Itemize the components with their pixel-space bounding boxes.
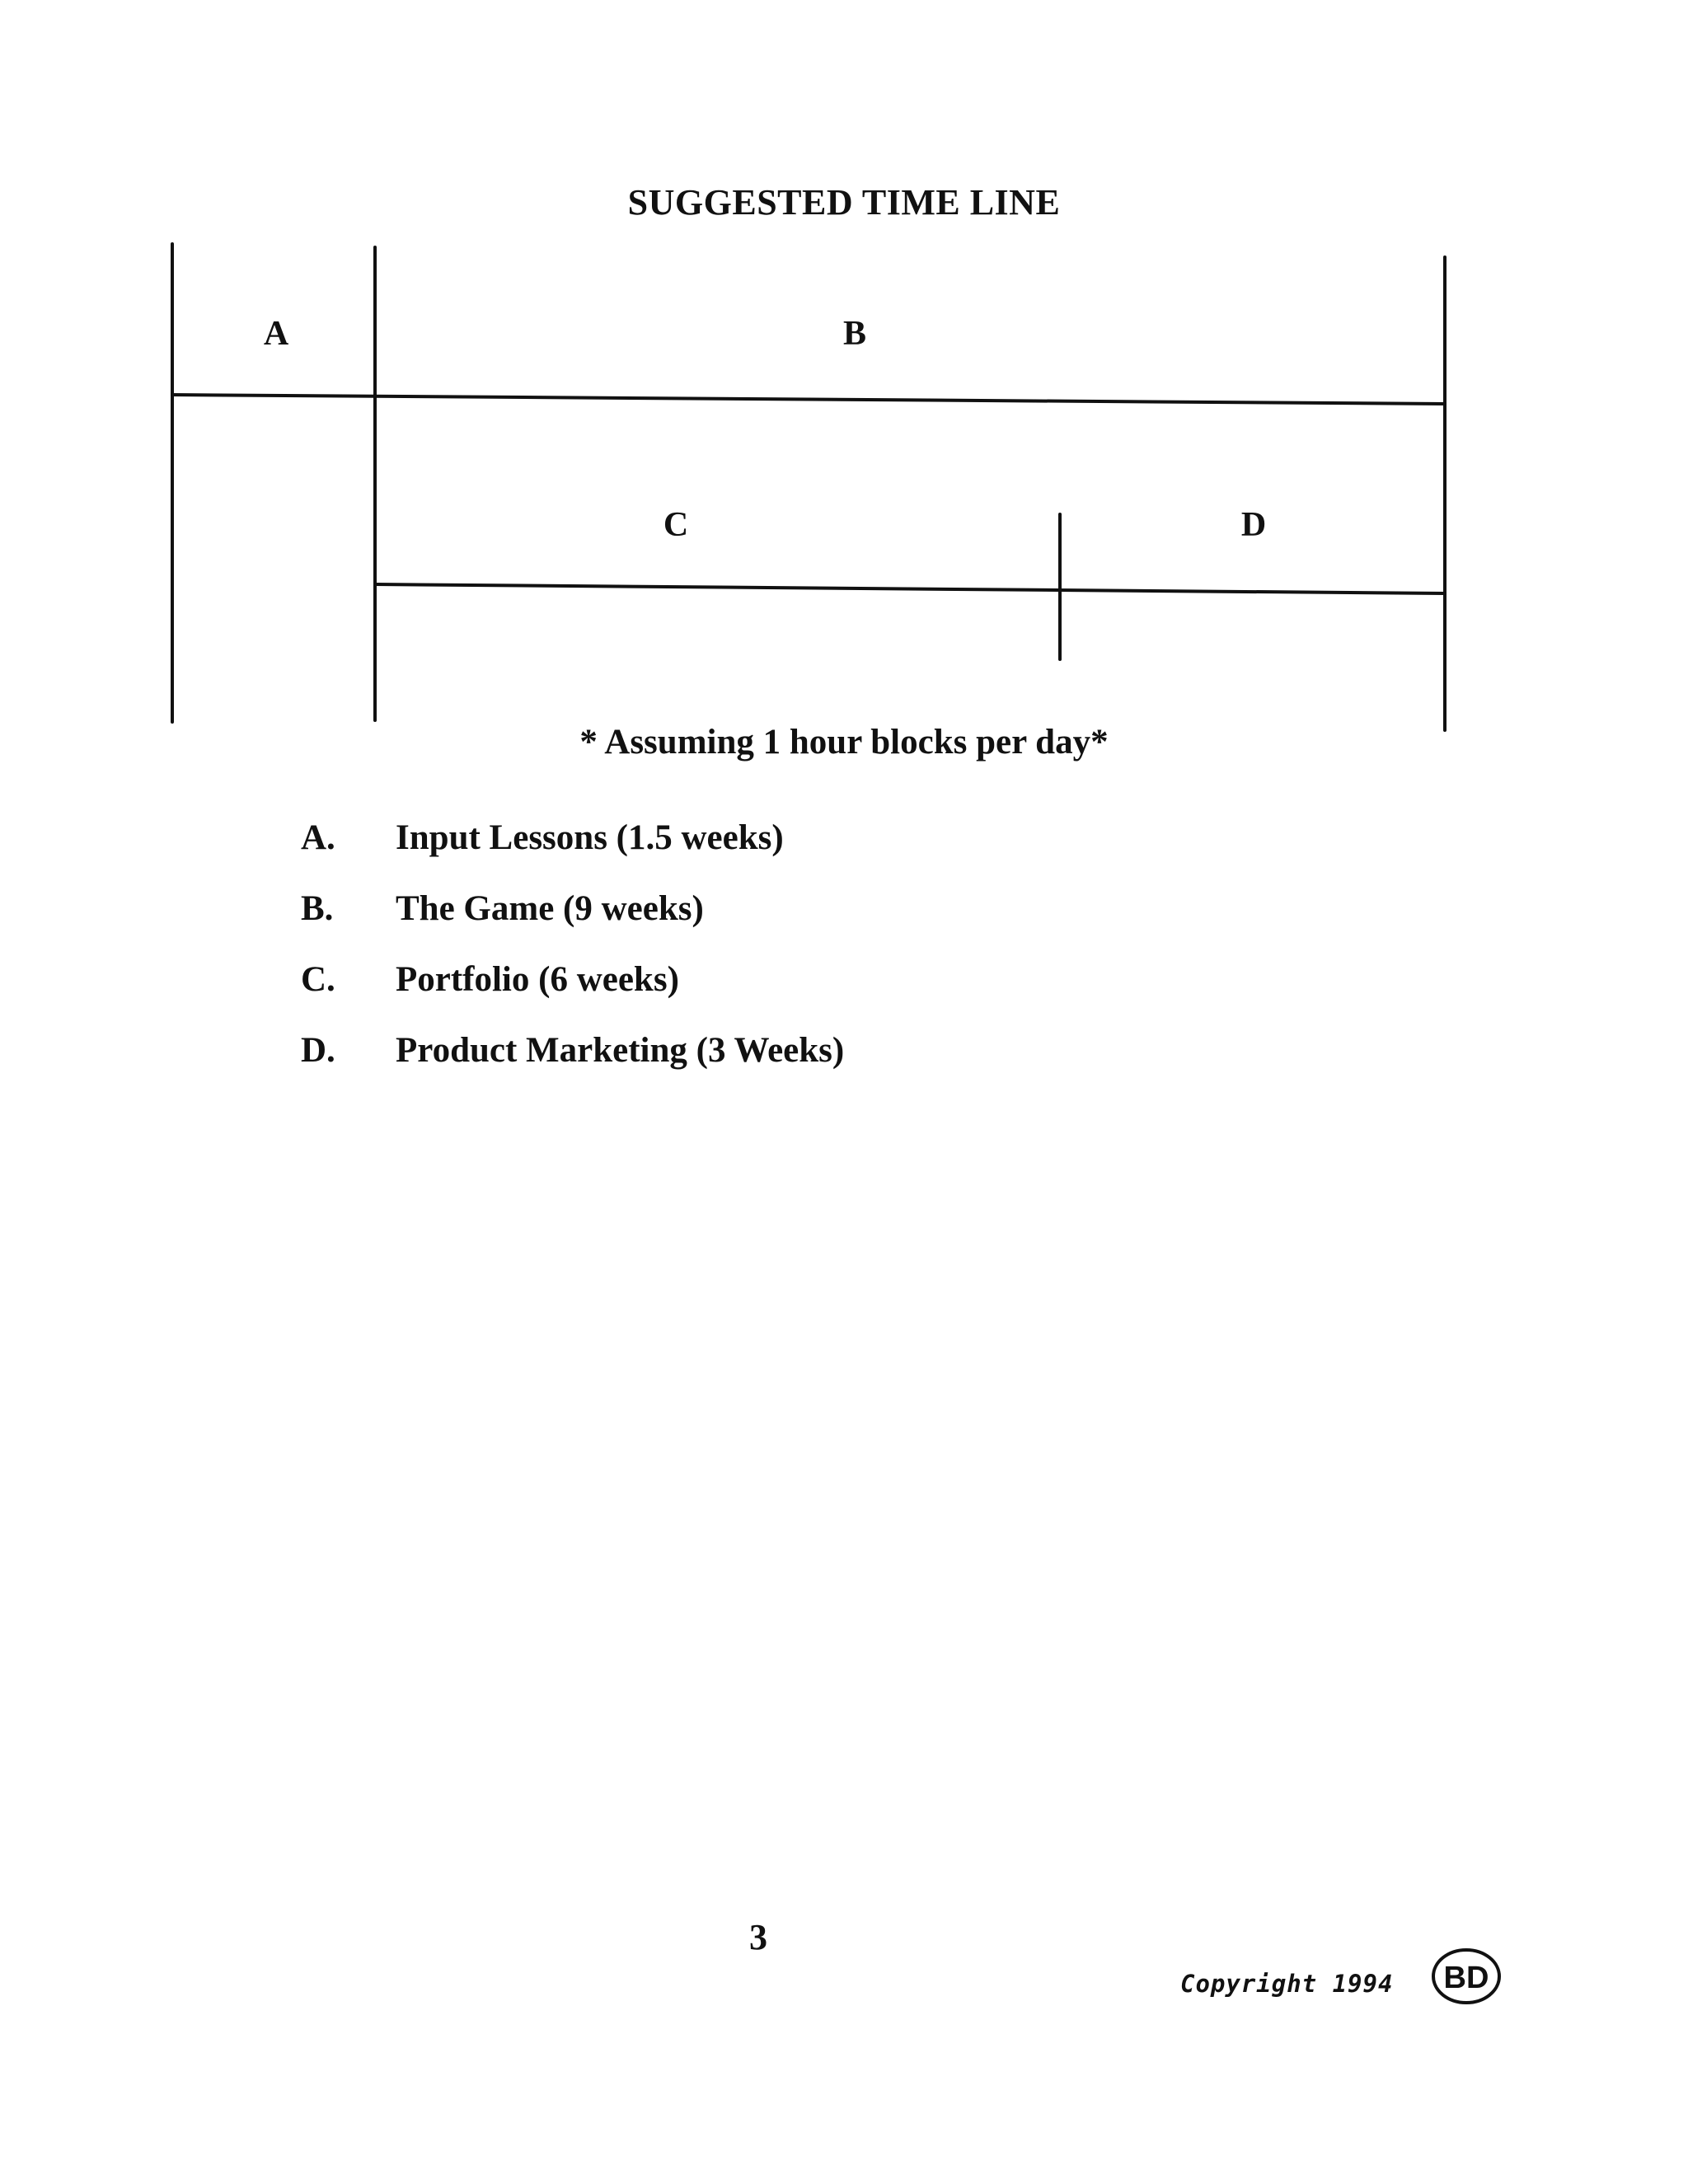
timeline-top-separator xyxy=(172,395,1445,404)
legend-letter: B. xyxy=(301,889,334,928)
legend-item-c xyxy=(301,959,844,1030)
timeline-label-c: C xyxy=(663,506,689,544)
legend-text: Portfolio (6 weeks) xyxy=(396,960,679,999)
logo-text: BD xyxy=(1443,1961,1489,1995)
page-number: 3 xyxy=(749,1917,767,1957)
page-title: SUGGESTED TIME LINE xyxy=(627,182,1061,223)
assumption-note: * Assuming 1 hour blocks per day* xyxy=(579,723,1109,762)
copyright-notice: Copyright 1994 xyxy=(1180,1970,1394,1998)
timeline-label-a: A xyxy=(263,315,289,353)
legend-text: Input Lessons (1.5 weeks) xyxy=(396,818,784,857)
legend-letter: D. xyxy=(301,1031,335,1070)
bd-logo-icon xyxy=(1430,1947,1503,2006)
timeline-mid-separator xyxy=(375,584,1445,593)
legend-letter: C. xyxy=(301,960,335,999)
timeline-label-d: D xyxy=(1240,506,1267,544)
timeline-label-b: B xyxy=(842,315,867,353)
timeline-legend xyxy=(301,818,844,1101)
legend-item-a xyxy=(301,818,844,888)
legend-text: The Game (9 weeks) xyxy=(396,889,704,928)
legend-letter: A. xyxy=(301,818,335,857)
legend-item-d xyxy=(301,1030,844,1101)
legend-item-b xyxy=(301,888,844,959)
legend-text: Product Marketing (3 Weeks) xyxy=(396,1031,845,1070)
